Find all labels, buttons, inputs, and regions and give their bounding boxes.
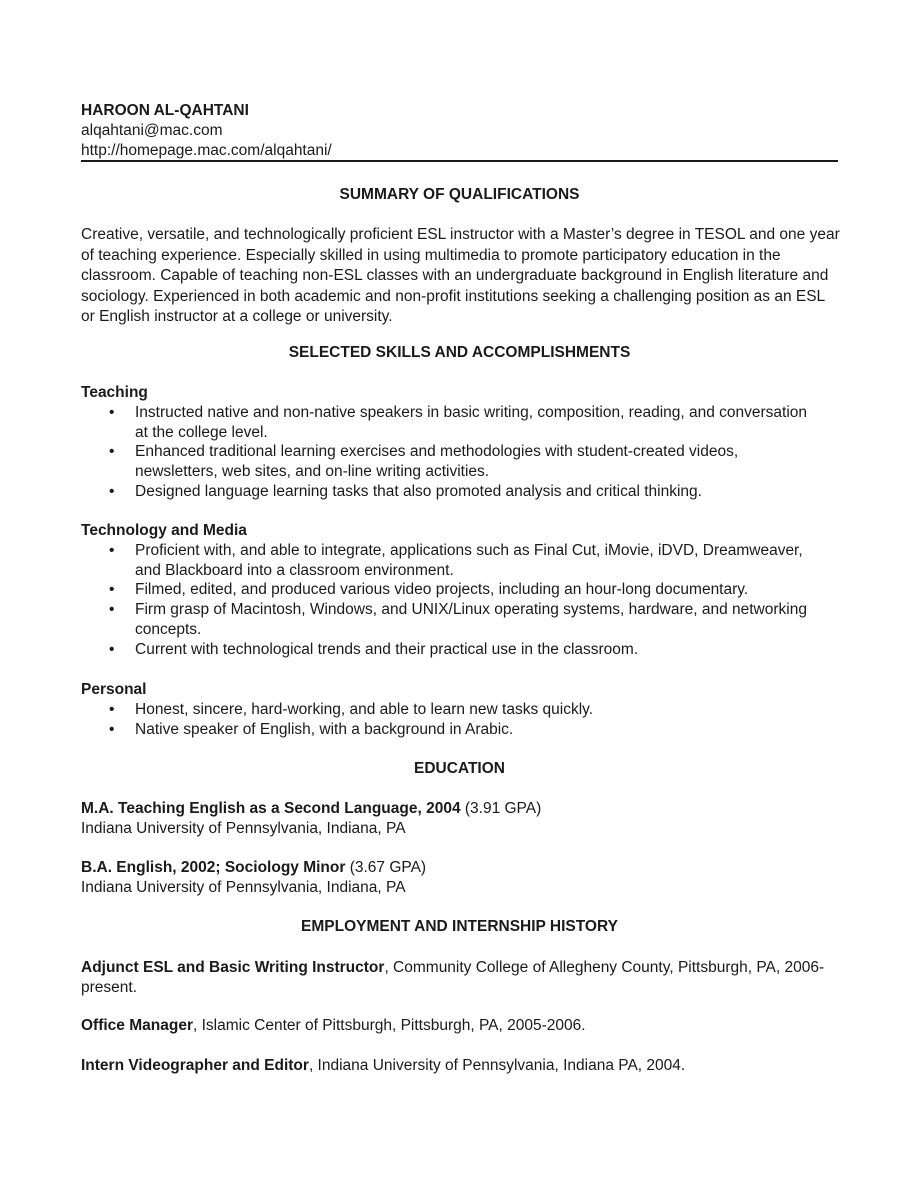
job-role: Intern Videographer and Editor (81, 1057, 309, 1074)
education-title: EDUCATION (414, 760, 505, 777)
technology-heading: Technology and Media (81, 522, 247, 539)
job-details: , Community College of Allegheny County, Pittsburgh, PA, 2006-present. (81, 959, 825, 996)
job-details: , Indiana University of Pennsylvania, Indiana PA, 2004. (308, 1057, 686, 1074)
degree-name: B.A. English, 2002; Sociology Minor (81, 859, 346, 876)
degree-gpa: (3.67 GPA) (345, 859, 427, 876)
education-entry (81, 799, 841, 838)
employment-entry (81, 1056, 841, 1076)
teaching-heading: Teaching (81, 384, 148, 401)
list-item: • Firm grasp of Macintosh, Windows, and UNIX/Linux operating systems, hardware, and networking concepts. (81, 600, 821, 639)
employment-entry (81, 958, 841, 997)
teaching-list (81, 403, 821, 502)
list-item: • Proficient with, and able to integrate, applications such as Final Cut, iMovie, iDVD, Dreamweaver, and Blackboard into a classroom environment. (81, 541, 821, 580)
list-item: • Designed language learning tasks that also promoted analysis and critical thinking. (81, 482, 821, 502)
job-details: , Islamic Center of Pittsburgh, Pittsburgh, PA, 2005-2006. (192, 1017, 586, 1034)
skills-title: SELECTED SKILLS AND ACCOMPLISHMENTS (288, 344, 631, 361)
contact-website: http://homepage.mac.com/alqahtani/ (81, 142, 332, 159)
list-item: • Honest, sincere, hard-working, and able to learn new tasks quickly. (81, 700, 821, 720)
personal-heading: Personal (81, 681, 147, 698)
candidate-name: HAROON AL-QAHTANI (81, 102, 249, 119)
employment-title: EMPLOYMENT AND INTERNSHIP HISTORY (301, 918, 618, 935)
list-item: • Native speaker of English, with a background in Arabic. (81, 720, 821, 740)
list-item: • Enhanced traditional learning exercises and methodologies with student-created videos, newsletters, web sites, and on-line writing activities. (81, 442, 821, 481)
header-divider (81, 160, 838, 162)
technology-list (81, 541, 821, 659)
degree-school: Indiana University of Pennsylvania, Indiana, PA (81, 878, 406, 896)
education-entry (81, 858, 841, 897)
employment-entry (81, 1016, 841, 1036)
job-role: Office Manager (81, 1017, 193, 1034)
contact-email: alqahtani@mac.com (81, 122, 223, 139)
summary-text: Creative, versatile, and technologically proficient ESL instructor with a Master’s degree in TESOL and one year of teaching experience. Especially skilled in using multimedia to promote participatory education in the classroom. Capable of teaching non-ESL classes with an undergraduate background in English literature and sociology. Experienced in both academic and non-profit institutions seeking a challenging position as an ESL or English instructor at a college or university. (81, 226, 840, 325)
list-item: • Instructed native and non-native speakers in basic writing, composition, reading, and conversation at the college level. (81, 403, 821, 442)
personal-list (81, 700, 821, 739)
resume-header (81, 101, 332, 161)
list-item: • Filmed, edited, and produced various video projects, including an hour-long documentary. (81, 580, 821, 600)
list-item: • Current with technological trends and their practical use in the classroom. (81, 640, 821, 660)
summary-title: SUMMARY OF QUALIFICATIONS (339, 186, 580, 203)
degree-school: Indiana University of Pennsylvania, Indiana, PA (81, 819, 406, 837)
job-role: Adjunct ESL and Basic Writing Instructor (81, 959, 385, 976)
degree-gpa: (3.91 GPA) (460, 800, 542, 817)
degree-name: M.A. Teaching English as a Second Language, 2004 (81, 800, 461, 817)
